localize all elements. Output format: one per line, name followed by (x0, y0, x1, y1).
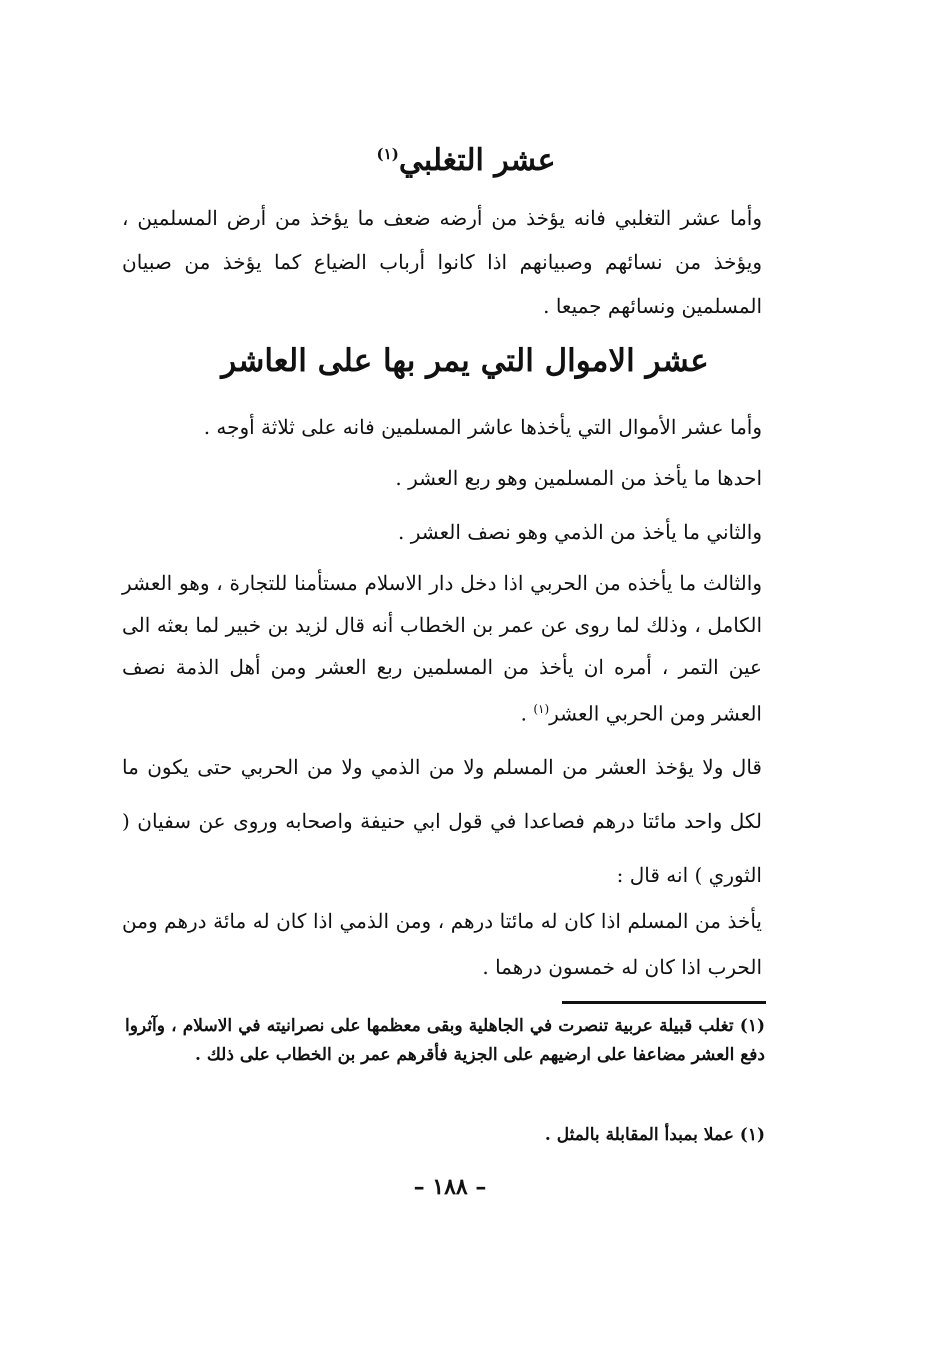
paragraph-third-text: والثالث ما يأخذه من الحربي اذا دخل دار الاسلام مستأمنا للتجارة ، وهو العشر الكامل ، وذلك لما روى عن عمر بن الخطاب أنه قال لزيد بن خبير لما بعثه الى عين التمر ، أمره ان يأخذ من المسلمين ربع العشر ومن أهل الذمة نصف العشر ومن الحربي العشر (122, 571, 762, 726)
paragraph-third-end: . (520, 701, 534, 726)
paragraph-third (122, 562, 762, 735)
paragraph-taghlibi: وأما عشر التغلبي فانه يؤخذ من أرضه ضعف ما يؤخذ من أرض المسلمين ، ويؤخذ من نسائهم وصبيانهم اذا كانوا أرباب الضياع كما يؤخذ من صبيان المسلمين ونسائهم جميعا . (122, 206, 763, 318)
footnote-marker: (١) (376, 145, 399, 163)
paragraph-second: والثاني ما يأخذ من الذمي وهو نصف العشر . (397, 520, 762, 544)
footnote-divider (562, 1001, 766, 1004)
paragraph-first: احدها ما يأخذ من المسلمين وهو ربع العشر . (395, 466, 762, 490)
footnote-2: (١) عملا بمبدأ المقابلة بالمثل . (544, 1125, 765, 1145)
paragraph-intro: وأما عشر الأموال التي يأخذها عاشر المسلمين فانه على ثلاثة أوجه . (203, 415, 762, 439)
section-title-taghlibi (300, 132, 630, 183)
section-title-text: عشر التغلبي (398, 143, 556, 178)
paragraph-qala: قال ولا يؤخذ العشر من المسلم ولا من الذمي ولا من الحربي حتى يكون ما لكل واحد مائتا درهم فصاعدا في قول ابي حنيفة واصحابه وروى عن سفيان ( الثوري ) انه قال : (122, 755, 762, 887)
footnote-1: (١) تغلب قبيلة عربية تنصرت في الجاهلية وبقى معظمها على نصرانيته في الاسلام ، وآثروا دفع العشر مضاعفا على ارضيهم على الجزية فأقرهم عمر بن الخطاب على ذلك . (125, 1016, 765, 1065)
page-number: – ١٨٨ – (413, 1174, 487, 1200)
paragraph-quote: يأخذ من المسلم اذا كان له مائتا درهم ، ومن الذمي اذا كان له مائة درهم ومن الحرب اذا كان له خمسون درهما . (122, 909, 762, 979)
section-title-ashir: عشر الاموال التي يمر بها على العاشر (221, 343, 709, 379)
footnote-marker: (١) (533, 702, 550, 716)
